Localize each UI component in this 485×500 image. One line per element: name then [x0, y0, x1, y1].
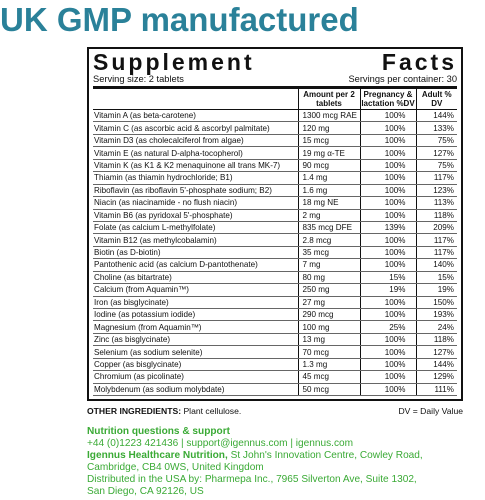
nutrient-pregnancy-dv: 100% [360, 358, 416, 370]
nutrient-amount: 1.6 mg [298, 184, 360, 196]
nutrient-pregnancy-dv: 100% [360, 246, 416, 258]
header-pregnancy: Pregnancy & lactation %DV [361, 90, 415, 108]
nutrient-adult-dv: 127% [416, 346, 457, 358]
dv-note: DV = Daily Value [398, 406, 463, 416]
nutrient-adult-dv: 75% [416, 159, 457, 171]
nutrient-name: Choline (as bitartrate) [93, 271, 298, 283]
nutrient-amount: 250 mg [298, 284, 360, 296]
nutrient-amount: 1300 mcg RAE [298, 110, 360, 122]
nutrient-adult-dv: 113% [416, 197, 457, 209]
table-row [93, 147, 457, 159]
nutrient-name: Folate (as calcium L-methylfolate) [93, 221, 298, 233]
nutrient-name: Iron (as bisglycinate) [93, 296, 298, 308]
serving-size: Serving size: 2 tablets [93, 74, 184, 84]
serving-info [93, 74, 457, 89]
table-row [93, 246, 457, 258]
table-row [93, 259, 457, 271]
nutrient-adult-dv: 117% [416, 246, 457, 258]
nutrient-name: Vitamin K (as K1 & K2 menaquinone all trans MK-7) [93, 159, 298, 171]
nutrient-adult-dv: 144% [416, 110, 457, 122]
nutrient-amount: 15 mcg [298, 134, 360, 146]
nutrient-amount: 90 mcg [298, 159, 360, 171]
table-row [93, 122, 457, 134]
table-row [93, 296, 457, 308]
nutrient-pregnancy-dv: 100% [360, 371, 416, 383]
company-name: Igennus Healthcare Nutrition, [87, 450, 228, 461]
panel-title-right: Facts [381, 49, 457, 75]
nutrient-amount: 27 mg [298, 296, 360, 308]
table-row [93, 159, 457, 171]
nutrient-name: Selenium (as sodium selenite) [93, 346, 298, 358]
nutrient-name: Vitamin D3 (as cholecalciferol from algae) [93, 134, 298, 146]
nutrient-pregnancy-dv: 100% [360, 333, 416, 345]
company-address-2: Cambridge, CB4 0WS, United Kingdom [87, 462, 264, 473]
header-name [93, 89, 298, 110]
panel-footer [87, 406, 463, 416]
nutrient-name: Vitamin C (as ascorbic acid & ascorbyl palmitate) [93, 122, 298, 134]
nutrient-name: Niacin (as niacinamide - no flush niacin) [93, 197, 298, 209]
nutrient-name: Vitamin B6 (as pyridoxal 5'-phosphate) [93, 209, 298, 221]
nutrient-pregnancy-dv: 100% [360, 122, 416, 134]
nutrient-pregnancy-dv: 100% [360, 172, 416, 184]
nutrient-adult-dv: 127% [416, 147, 457, 159]
headline: UK GMP manufactured [0, 1, 359, 38]
other-ingredients-label: OTHER INGREDIENTS: [87, 406, 182, 416]
questions-heading: Nutrition questions & support [87, 426, 230, 437]
nutrient-pregnancy-dv: 100% [360, 159, 416, 171]
nutrient-amount: 45 mcg [298, 371, 360, 383]
nutrient-pregnancy-dv: 100% [360, 259, 416, 271]
table-row [93, 221, 457, 233]
nutrient-name: Thiamin (as thiamin hydrochloride; B1) [93, 172, 298, 184]
nutrient-adult-dv: 118% [416, 209, 457, 221]
nutrient-pregnancy-dv: 100% [360, 309, 416, 321]
nutrient-pregnancy-dv: 100% [360, 134, 416, 146]
nutrient-amount: 7 mg [298, 259, 360, 271]
nutrient-pregnancy-dv: 100% [360, 346, 416, 358]
table-row [93, 197, 457, 209]
table-header-row [93, 89, 457, 110]
table-row [93, 184, 457, 196]
nutrient-name: Iodine (as potassium iodide) [93, 309, 298, 321]
header-adult: Adult % DV [416, 89, 457, 110]
nutrient-adult-dv: 150% [416, 296, 457, 308]
nutrient-amount: 18 mg NE [298, 197, 360, 209]
nutrient-adult-dv: 75% [416, 134, 457, 146]
nutrient-pregnancy-dv: 25% [360, 321, 416, 333]
nutrient-name: Chromium (as picolinate) [93, 371, 298, 383]
nutrient-adult-dv: 24% [416, 321, 457, 333]
nutrient-name: Riboflavin (as riboflavin 5'-phosphate sodium; B2) [93, 184, 298, 196]
nutrient-table [93, 89, 457, 396]
table-row [93, 284, 457, 296]
nutrient-name: Vitamin A (as beta-carotene) [93, 110, 298, 122]
nutrient-adult-dv: 117% [416, 172, 457, 184]
table-row [93, 309, 457, 321]
distributed-line-1: Distributed in the USA by: Pharmepa Inc., 7965 Silverton Ave, Suite 1302, [87, 474, 417, 485]
nutrient-amount: 19 mg α-TE [298, 147, 360, 159]
nutrient-amount: 120 mg [298, 122, 360, 134]
nutrient-amount: 2.8 mcg [298, 234, 360, 246]
other-ingredients-value: Plant cellulose. [183, 406, 242, 416]
table-row [93, 234, 457, 246]
nutrient-pregnancy-dv: 100% [360, 209, 416, 221]
nutrient-amount: 1.4 mg [298, 172, 360, 184]
nutrient-adult-dv: 15% [416, 271, 457, 283]
nutrient-name: Pantothenic acid (as calcium D-pantothenate) [93, 259, 298, 271]
nutrient-name: Vitamin E (as natural D-alpha-tocopherol) [93, 147, 298, 159]
table-row [93, 333, 457, 345]
nutrient-adult-dv: 144% [416, 358, 457, 370]
nutrient-amount: 50 mcg [298, 383, 360, 395]
nutrient-name: Copper (as bisglycinate) [93, 358, 298, 370]
servings-per-container: Servings per container: 30 [348, 74, 457, 84]
nutrient-pregnancy-dv: 100% [360, 184, 416, 196]
nutrient-pregnancy-dv: 100% [360, 110, 416, 122]
distributed-line-2: San Diego, CA 92126, US [87, 486, 204, 497]
nutrient-amount: 835 mcg DFE [298, 221, 360, 233]
nutrient-adult-dv: 193% [416, 309, 457, 321]
company-address-1: St John's Innovation Centre, Cowley Road, [227, 450, 423, 461]
nutrient-name: Vitamin B12 (as methylcobalamin) [93, 234, 298, 246]
nutrient-pregnancy-dv: 19% [360, 284, 416, 296]
table-row [93, 383, 457, 395]
nutrient-adult-dv: 19% [416, 284, 457, 296]
company-line [87, 450, 477, 462]
table-row [93, 358, 457, 370]
nutrient-pregnancy-dv: 100% [360, 147, 416, 159]
nutrient-name: Calcium (from Aquamin™) [93, 284, 298, 296]
header-amount: Amount per 2 tablets [298, 89, 360, 110]
panel-title [93, 49, 457, 74]
table-row [93, 271, 457, 283]
nutrient-amount: 290 mcg [298, 309, 360, 321]
nutrient-adult-dv: 129% [416, 371, 457, 383]
questions-line: +44 (0)1223 421436 | support@igennus.com | igennus.com [87, 438, 354, 449]
nutrient-amount: 35 mcg [298, 246, 360, 258]
nutrient-name: Magnesium (from Aquamin™) [93, 321, 298, 333]
table-row [93, 346, 457, 358]
nutrient-amount: 70 mcg [298, 346, 360, 358]
table-row [93, 209, 457, 221]
nutrient-pregnancy-dv: 15% [360, 271, 416, 283]
nutrient-amount: 13 mg [298, 333, 360, 345]
nutrient-name: Biotin (as D-biotin) [93, 246, 298, 258]
nutrient-pregnancy-dv: 100% [360, 383, 416, 395]
table-row [93, 110, 457, 122]
other-ingredients [87, 406, 241, 416]
panel-title-left: Supplement [93, 49, 255, 75]
nutrient-amount: 80 mg [298, 271, 360, 283]
nutrient-adult-dv: 111% [416, 383, 457, 395]
table-row [93, 172, 457, 184]
table-row [93, 134, 457, 146]
nutrient-pregnancy-dv: 100% [360, 234, 416, 246]
table-row [93, 321, 457, 333]
nutrient-amount: 1.3 mg [298, 358, 360, 370]
table-row [93, 371, 457, 383]
nutrient-name: Molybdenum (as sodium molybdate) [93, 383, 298, 395]
nutrient-adult-dv: 117% [416, 234, 457, 246]
nutrient-adult-dv: 140% [416, 259, 457, 271]
supplement-facts-panel [87, 47, 463, 401]
nutrient-adult-dv: 209% [416, 221, 457, 233]
nutrient-amount: 2 mg [298, 209, 360, 221]
nutrient-adult-dv: 133% [416, 122, 457, 134]
nutrient-pregnancy-dv: 139% [360, 221, 416, 233]
nutrient-amount: 100 mg [298, 321, 360, 333]
nutrient-adult-dv: 118% [416, 333, 457, 345]
nutrient-pregnancy-dv: 100% [360, 197, 416, 209]
contact-block [87, 426, 477, 498]
nutrient-name: Zinc (as bisglycinate) [93, 333, 298, 345]
nutrient-pregnancy-dv: 100% [360, 296, 416, 308]
nutrient-adult-dv: 123% [416, 184, 457, 196]
